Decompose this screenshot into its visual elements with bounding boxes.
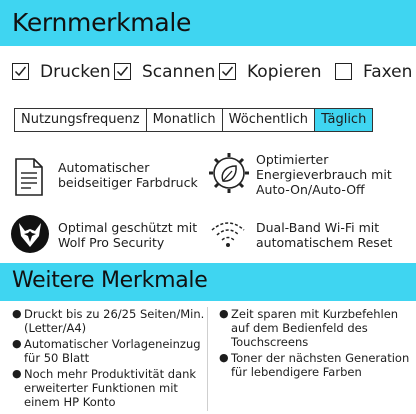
- list-item: ● Zeit sparen mit Kurzbefehlen auf dem Bedienfeld des Touchscreens: [219, 307, 399, 349]
- checkbox-checked-icon: [219, 63, 236, 80]
- list-item: ● Noch mehr Produktivität dank erweiterter Funktionen mit einem HP Konto: [12, 367, 197, 409]
- highlight-duplex: [12, 157, 202, 202]
- feature-label: Scannen: [142, 62, 216, 82]
- highlight-line: beidseitiger Farbdruck: [58, 175, 198, 190]
- bullet-icon: ●: [12, 337, 22, 350]
- highlight-line: Optimal geschützt mit: [58, 220, 198, 235]
- highlight-line: automatischem Reset: [256, 235, 393, 250]
- highlight-line: Automatischer: [58, 160, 150, 175]
- highlight-line: Dual-Band Wi-Fi mit: [256, 220, 380, 235]
- list-item: ● Toner der nächsten Generation für lebendigere Farben: [219, 351, 410, 379]
- feature-checklist: [12, 62, 412, 84]
- highlight-line: Auto-On/Auto-Off: [256, 182, 365, 197]
- more-features-list: [0, 301, 416, 414]
- key-features-title: Kernmerkmale: [12, 8, 192, 37]
- checkbox-unchecked-icon: [335, 63, 352, 80]
- highlight-line: Energieverbrauch mit: [256, 167, 392, 182]
- highlight-line: Optimierter: [256, 152, 329, 167]
- frequency-option-weekly[interactable]: Wöchentlich: [222, 108, 315, 132]
- frequency-option-monthly[interactable]: Monatlich: [146, 108, 223, 132]
- list-item: ● Druckt bis zu 26/25 Seiten/Min. (Letter/A4): [12, 307, 205, 335]
- checkbox-checked-icon: [114, 63, 131, 80]
- highlight-line: Wolf Pro Security: [58, 235, 165, 250]
- feature-label: Kopieren: [247, 62, 322, 82]
- list-item: ● Automatischer Vorlageneinzug für 50 Blatt: [12, 337, 201, 365]
- highlight-wifi: [208, 216, 413, 256]
- bullet-icon: ●: [219, 307, 229, 320]
- wifi-icon: [208, 216, 248, 250]
- key-features-banner: [0, 0, 416, 46]
- document-icon: [12, 157, 46, 197]
- feature-label: Drucken: [40, 62, 111, 82]
- highlight-security: [10, 214, 205, 258]
- feature-label: Faxen: [363, 62, 413, 82]
- bullet-icon: ●: [219, 351, 229, 364]
- frequency-label: Nutzungsfrequenz: [14, 108, 147, 132]
- eco-gear-icon: [208, 150, 250, 196]
- more-features-title: Weitere Merkmale: [12, 268, 208, 293]
- bullet-icon: ●: [12, 367, 22, 380]
- frequency-option-daily[interactable]: Täglich: [314, 108, 373, 132]
- wolf-shield-icon: [10, 214, 50, 254]
- usage-frequency-selector: [14, 108, 373, 132]
- more-features-banner: [0, 263, 416, 301]
- bullet-icon: ●: [12, 307, 22, 320]
- checkbox-checked-icon: [12, 63, 29, 80]
- highlight-energy: [208, 150, 413, 202]
